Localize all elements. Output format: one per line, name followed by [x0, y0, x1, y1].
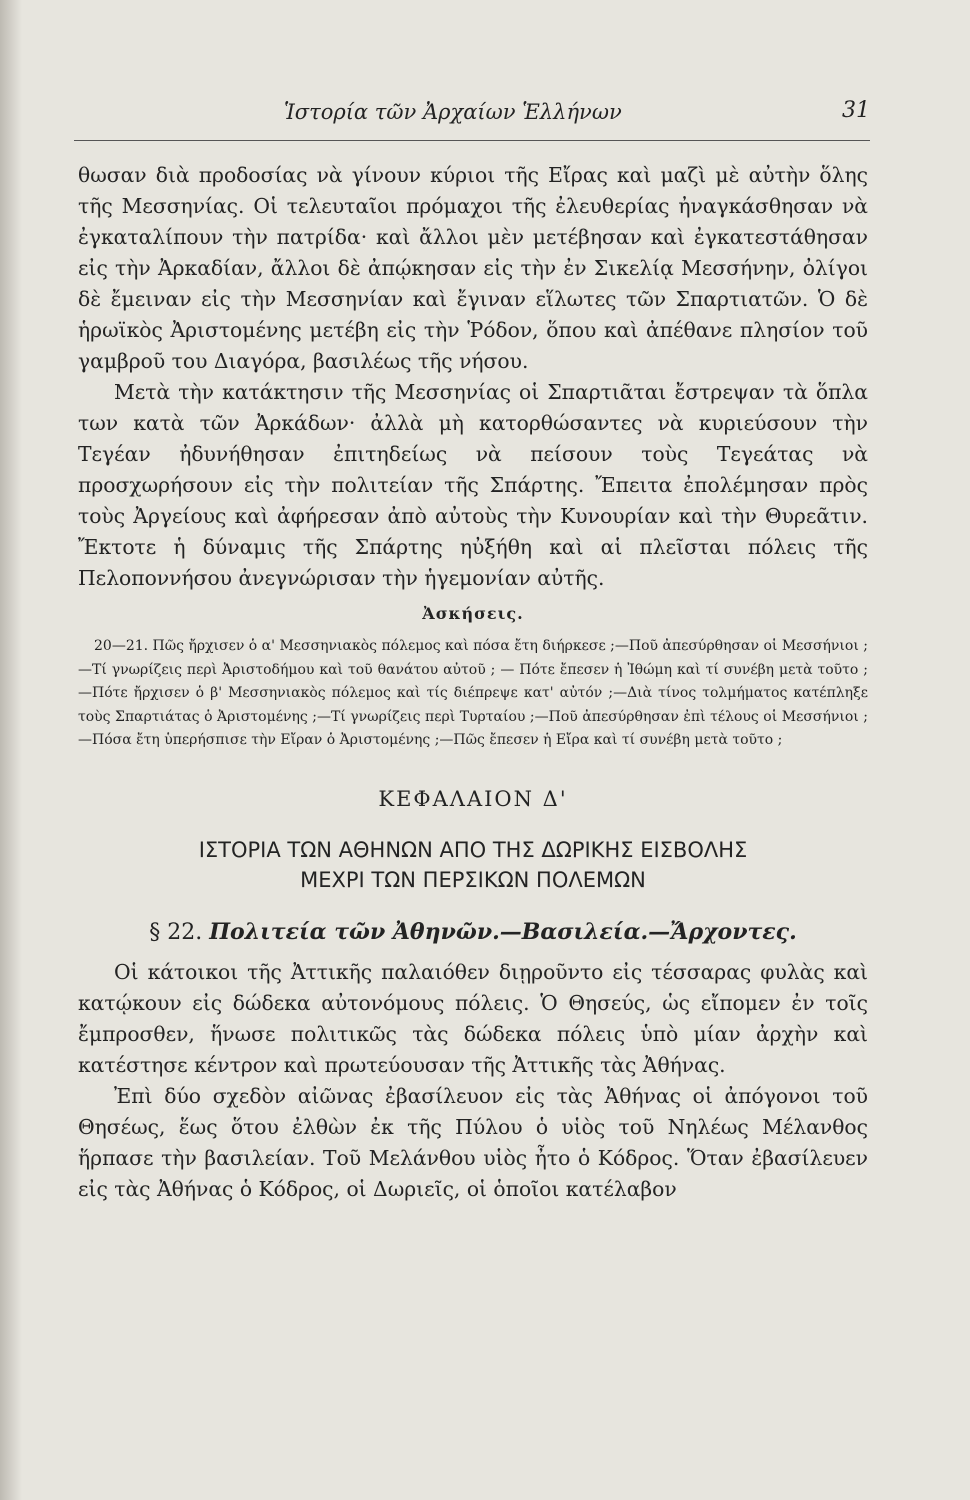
chapter-title-line-1: ΙΣΤΟΡΙΑ ΤΩΝ ΑΘΗΝΩΝ ΑΠΟ ΤΗΣ ΔΩΡΙΚΗΣ ΕΙΣΒΟΛΗΣ	[198, 837, 748, 862]
section-topic: Πολιτεία τῶν Ἀθηνῶν.—Βασιλεία.—Ἄρχοντες.	[209, 918, 797, 945]
section-paragraph-1: Οἱ κάτοικοι τῆς Ἀττικῆς παλαιόθεν διῃροῦντο εἰς τέσσαρας φυλὰς καὶ κατῴκουν εἰς δώδεκα αὐτονόμους πόλεις. Ὁ Θησεύς, ὡς εἴπομεν ἐν τοῖς ἔμπροσθεν, ἥνωσε πολιτικῶς τὰς δώδεκα πόλεις ὑπὸ μίαν ἀρχὴν καὶ κατέστησε κέντρον καὶ πρωτεύουσαν τῆς Ἀττικῆς τὰς Ἀθήνας.	[78, 959, 868, 1077]
page-header	[74, 96, 870, 141]
section-heading	[78, 919, 868, 945]
page-content	[78, 160, 868, 1205]
chapter-title-line-2: ΜΕΧΡΙ ΤΩΝ ΠΕΡΣΙΚΩΝ ΠΟΛΕΜΩΝ	[300, 867, 646, 892]
running-head: Ἱστορία τῶν Ἀρχαίων Ἑλλήνων	[284, 100, 622, 124]
body-paragraph-1: θωσαν διὰ προδοσίας νὰ γίνουν κύριοι τῆς Εἴρας καὶ μαζὶ μὲ αὐτὴν ὅλης τῆς Μεσσηνίας. Οἱ τελευταῖοι πρόμαχοι τῆς ἐλευθερίας ἠναγκάσθησαν νὰ ἐγκαταλίπουν τὴν πατρίδα· καὶ ἄλλοι μὲν μετέβησαν καὶ ἐγκατεστάθησαν εἰς τὴν Ἀρκαδίαν, ἄλλοι δὲ ἀπῴκησαν εἰς τὴν ἐν Σικελίᾳ Μεσσήνην, ὀλίγοι δὲ ἔμειναν εἰς τὴν Μεσσηνίαν καὶ ἔγιναν εἵλωτες τῶν Σπαρτιατῶν. Ὁ δὲ ἡρωϊκὸς Ἀριστομένης μετέβη εἰς τὴν Ῥόδον, ὅπου καὶ ἀπέθανε πλησίον τοῦ γαμβροῦ του Διαγόρα, βασιλέως τῆς νήσου.	[78, 163, 868, 373]
exercises-heading: Ἀσκήσεις.	[422, 604, 524, 623]
section-number: § 22.	[149, 919, 203, 945]
body-paragraph-2: Μετὰ τὴν κατάκτησιν τῆς Μεσσηνίας οἱ Σπαρτιᾶται ἔστρεψαν τὰ ὅπλα των κατὰ τῶν Ἀρκάδων· ἀλλὰ μὴ κατορθώσαντες νὰ κυριεύσουν τὴν Τεγέαν ἠδυνήθησαν ἐπιτηδείως νὰ πείσουν τοὺς Τεγεάτας νὰ προσχωρήσουν εἰς τὴν πολιτείαν τῆς Σπάρτης. Ἔπειτα ἐπολέμησαν πρὸς τοὺς Ἀργείους καὶ ἀφήρεσαν ἀπὸ αὐτοὺς τὴν Κυνουρίαν καὶ τὴν Θυρεᾶτιν. Ἔκτοτε ἡ δύναμις τῆς Σπάρτης ηὐξήθη καὶ αἱ πλεῖσται πόλεις τῆς Πελοποννήσου ἀνεγνώρισαν τὴν ἡγεμονίαν αὐτῆς.	[78, 380, 868, 590]
exercises-text: 20—21. Πῶς ἤρχισεν ὁ α' Μεσσηνιακὸς πόλεμος καὶ πόσα ἔτη διήρκεσε ;—Ποῦ ἀπεσύρθησαν οἱ Μεσσήνιοι ;—Τί γνωρίζεις περὶ Ἀριστοδήμου καὶ τοῦ θανάτου αὐτοῦ ; — Πότε ἔπεσεν ἡ Ἰθώμη καὶ τί συνέβη μετὰ τοῦτο ;—Πότε ἤρχισεν ὁ β' Μεσσηνιακὸς πόλεμος καὶ τίς διέπρεψε κατ' αὐτόν ;—Διὰ τίνος τολμήματος κατέπληξε τοὺς Σπαρτιάτας ὁ Ἀριστομένης ;—Τί γνωρίζεις περὶ Τυρταίου ;—Ποῦ ἀπεσύρθησαν ἐπὶ τέλους οἱ Μεσσήνιοι ;—Πόσα ἔτη ὑπερήσπισε τὴν Εἴραν ὁ Ἀριστομένης ;—Πῶς ἔπεσεν ἡ Εἴρα καὶ τί συνέβη μετὰ τοῦτο ;	[78, 638, 869, 748]
chapter-label: ΚΕΦΑΛΑΙΟΝ Δ'	[378, 786, 568, 811]
section-paragraph-2: Ἐπὶ δύο σχεδὸν αἰῶνας ἐβασίλευον εἰς τὰς Ἀθήνας οἱ ἀπόγονοι τοῦ Θησέως, ἕως ὅτου ἐλθὼν ἐκ τῆς Πύλου ὁ υἱὸς τοῦ Νηλέως Μέλανθος ἥρπασε τὴν βασιλείαν. Τοῦ Μελάνθου υἱὸς ἦτο ὁ Κόδρος. Ὅταν ἐβασίλευεν εἰς τὰς Ἀθήνας ὁ Κόδρος, οἱ Δωριεῖς, οἱ ὁποῖοι κατέλαβον	[78, 1083, 868, 1201]
page-number: 31	[842, 98, 870, 123]
